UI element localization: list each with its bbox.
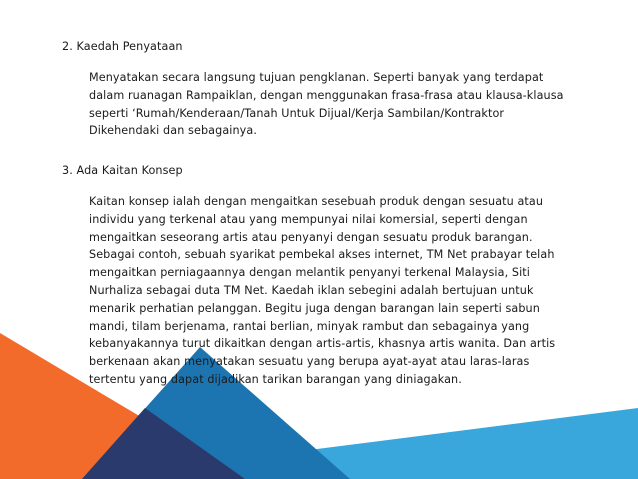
paragraph-ada-kaitan-konsep [89,193,589,389]
text-line: mengaitkan seseorang artis atau penyanyi dengan sesuatu produk barangan. [89,230,533,244]
text-line: seperti ‘Rumah/Kenderaan/Tanah Untuk Dijual/Kerja Sambilan/Kontraktor [89,106,505,120]
text-line: individu yang terkenal atau yang mempunyai nilai komersial, seperti dengan [89,212,528,226]
paragraph-kaedah-penyataan [89,69,589,140]
text-line: mandi, tilam berjenama, rantai berlian, minyak rambut dan sebagainya yang [89,319,530,333]
text-line: kebanyakannya turut dikaitkan dengan artis-artis, khasnya artis wanita. Dan artis [89,337,556,351]
text-line: menarik perhatian pelanggan. Begitu juga dengan barangan lain seperti sabun [89,301,540,315]
text-line: Nurhaliza sebagai duta TM Net. Kaedah iklan sebegini adalah bertujuan untuk [89,283,534,297]
section-heading-kaedah-penyataan: 2. Kaedah Penyataan [62,40,183,53]
text-line: Dikehendaki dan sebagainya. [89,124,258,138]
text-line: tertentu yang dapat dijadikan tarikan barangan yang diniagakan. [89,372,462,386]
text-line: berkenaan akan menyatakan sesuatu yang berupa ayat-ayat atau laras-laras [89,355,530,369]
text-line: dalam ruanagan Rampaiklan, dengan menggunakan frasa-frasa atau klausa-klausa [89,88,564,102]
section-heading-ada-kaitan-konsep: 3. Ada Kaitan Konsep [62,164,183,177]
text-line: mengaitkan perniagaannya dengan melantik penyanyi terkenal Malaysia, Siti [89,266,530,280]
text-line: Kaitan konsep ialah dengan mengaitkan sesebuah produk dengan sesuatu atau [89,195,544,208]
text-line: Sebagai contoh, sebuah syarikat pembekal akses internet, TM Net prabayar telah [89,248,555,262]
text-line: Menyatakan secara langsung tujuan pengklanan. Seperti banyak yang terdapat [89,71,544,84]
